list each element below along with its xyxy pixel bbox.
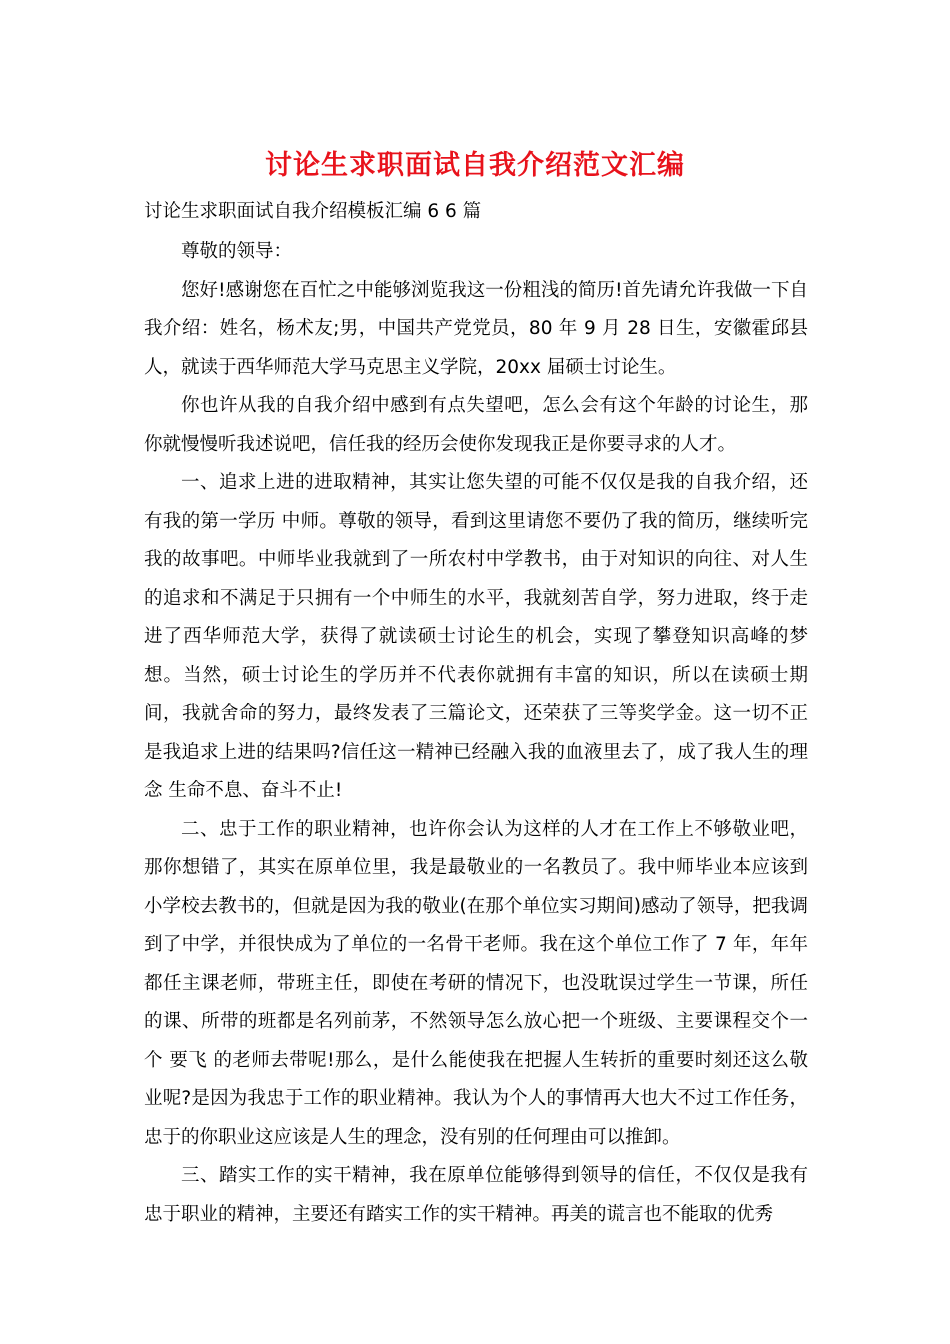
paragraph-point-one: 一、追求上进的进取精神，其实让您失望的可能不仅仅是我的自我介绍，还有我的第一学历 中师。尊敬的领导，看到这里请您不要仍了我的简历，继续听完我的故事吧。中师毕业我就到了一所农村中学教书，由于对知识的向往、对人生的追求和不满足于只拥有一个中师生的水平，我就刻苦自学，努力进取，终于走进了西华师范大学，获得了就读硕士讨论生的机会，实现了攀登知识高峰的梦想。当然，硕士讨论生的学历并不代表你就拥有丰富的知识，所以在读硕士期间，我就舍命的努力，最终发表了三篇论文，还荣获了三等奖学金。这一切不正是我追求上进的结果吗?信任这一精神已经融入我的血液里去了，成了我人生的理念 生命不息、奋斗不止! bbox=[144, 472, 808, 801]
paragraph-point-two: 二、忠于工作的职业精神，也许你会认为这样的人才在工作上不够敬业吧，那你想错了，其实在原单位里，我是最敬业的一名教员了。我中师毕业本应该到小学校去教书的，但就是因为我的敬业(在那个单位实习期间)感动了领导，把我调到了中学，并很快成为了单位的一名骨干老师。我在这个单位工作了 7 年，年年都任主课老师，带班主任，即使在考研的情况下，也没耽误过学生一节课，所任的课、所带的班都是名列前茅，不然领导怎么放心把一个班级、主要课程交个一个 要飞 的老师去带呢!那么，是什么能使我在把握人生转折的重要时刻还这么敬业呢?是因为我忠于工作的职业精神。我认为个人的事情再大也大不过工作任务，忠于的你职业这应该是人生的理念，没有别的任何理由可以推卸。 bbox=[144, 818, 808, 1148]
paragraph-disappointment: 你也许从我的自我介绍中感到有点失望吧，怎么会有这个年龄的讨论生，那你就慢慢听我述说吧，信任我的经历会使你发现我正是你要寻求的人才。 bbox=[144, 395, 808, 455]
document-title: 讨论生求职面试自我介绍范文汇编 bbox=[265, 150, 685, 181]
paragraph-point-three: 三、踏实工作的实干精神，我在原单位能够得到领导的信任，不仅仅是我有忠于职业的精神，主要还有踏实工作的实干精神。再美的谎言也不能取的优秀 bbox=[144, 1165, 808, 1225]
paragraph-introduction: 您好!感谢您在百忙之中能够浏览我这一份粗浅的简历!首先请允许我做一下自我介绍：姓名，杨术友;男，中国共产党党员，80 年 9 月 28 日生，安徽霍邱县人，就读于西华师范大学马克思主义学院，20xx 届硕士讨论生。 bbox=[144, 279, 808, 378]
document-subtitle: 讨论生求职面试自我介绍模板汇编 6 6 篇 bbox=[144, 201, 482, 222]
document-body bbox=[144, 233, 808, 1234]
paragraph-greeting: 尊敬的领导： bbox=[181, 241, 293, 262]
